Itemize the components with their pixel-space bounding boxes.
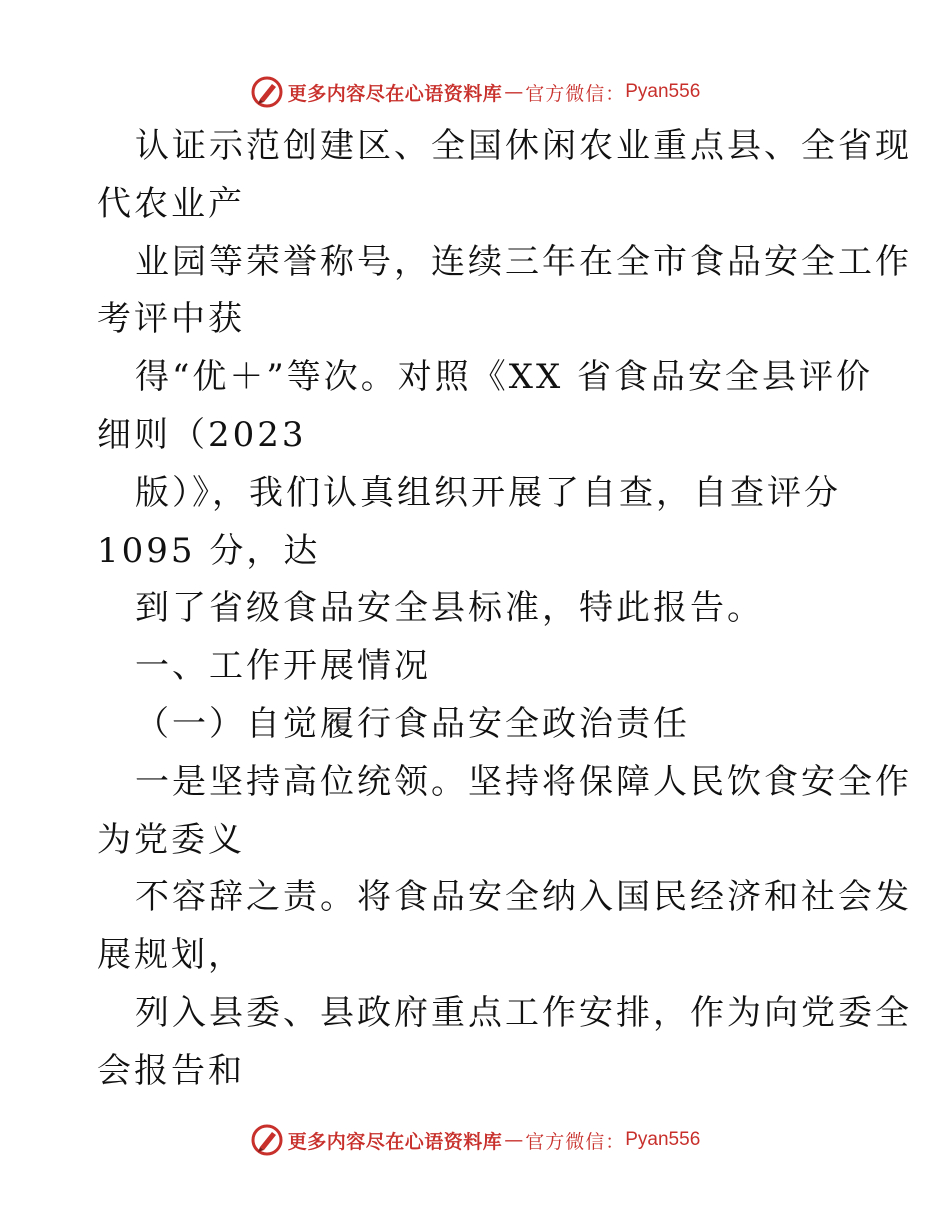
watermark-main-text: 更多内容尽在心语资料库 (287, 1130, 503, 1153)
watermark-wechat-id: Pyan556 (625, 1129, 701, 1150)
subsection-heading: （一）自觉履行食品安全政治责任 (135, 703, 690, 744)
watermark-dash: — (504, 1129, 524, 1151)
paragraph-line: 到了省级食品安全县标准，特此报告。 (135, 588, 764, 629)
paragraph-line: 一是坚持高位统领。坚持将保障人民饮食安全作 (135, 761, 912, 802)
paragraph-line: 列入县委、县政府重点工作安排，作为向党委全 (135, 992, 912, 1033)
watermark-wechat-label: 官方微信： (525, 82, 626, 105)
paragraph-line: 版）》，我们认真组织开展了自查，自查评分 (135, 472, 841, 513)
document-body (97, 118, 912, 1101)
paragraph-line: 认证示范创建区、全国休闲农业重点县、全省现 (135, 126, 912, 166)
logo-icon (250, 75, 284, 109)
watermark-wechat-label: 官方微信： (525, 1130, 626, 1153)
paragraph-line: 会报告和 (97, 1050, 245, 1091)
section-heading: 一、工作开展情况 (135, 646, 431, 687)
paragraph-line: 得“优＋”等次。对照《XX 省食品安全县评价 (135, 357, 873, 398)
paragraph-line: 考评中获 (97, 299, 245, 340)
watermark-main-text: 更多内容尽在心语资料库 (287, 82, 503, 105)
watermark-wechat-id: Pyan556 (625, 81, 701, 102)
paragraph-line: 代农业产 (97, 183, 245, 224)
watermark-dash: — (504, 81, 524, 103)
logo-icon (250, 1123, 284, 1157)
paragraph-line: 1095 分，达 (97, 530, 321, 571)
paragraph-line: 为党委义 (97, 819, 245, 860)
paragraph-line: 细则（2023 (97, 414, 307, 455)
paragraph-line: 业园等荣誉称号，连续三年在全市食品安全工作 (135, 241, 912, 282)
paragraph-line: 不容辞之责。将食品安全纳入国民经济和社会发 (135, 877, 912, 918)
header-watermark (0, 72, 950, 112)
footer-watermark (0, 1120, 950, 1160)
paragraph-line: 展规划， (97, 935, 245, 976)
